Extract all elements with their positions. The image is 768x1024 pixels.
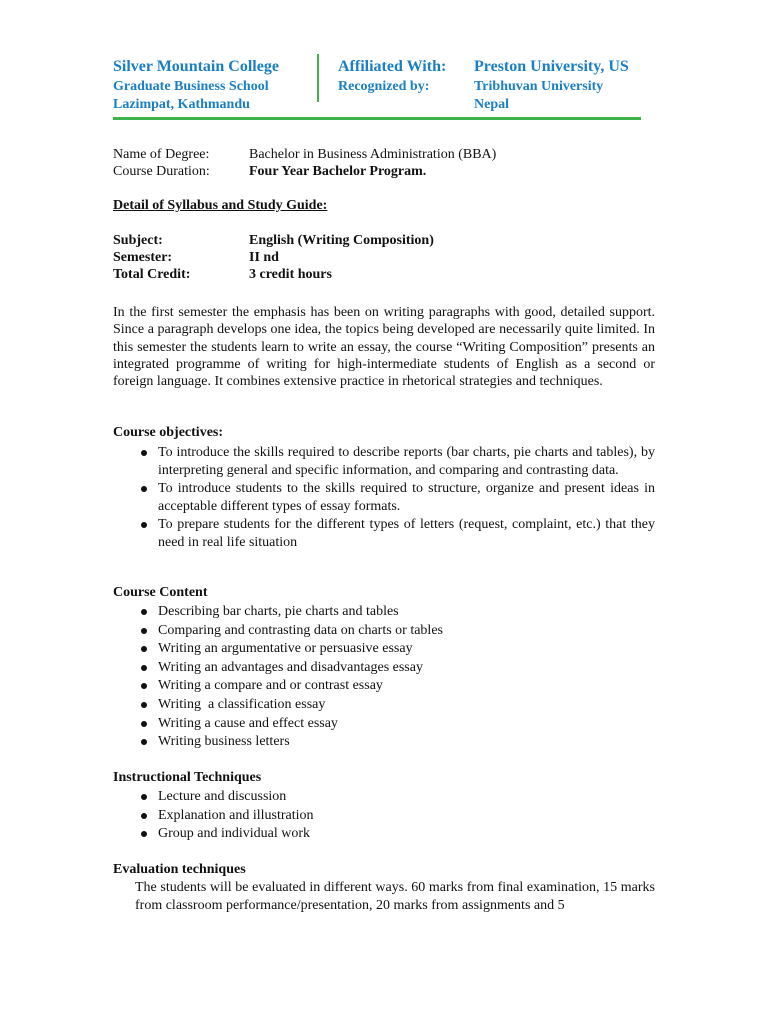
affiliation-values xyxy=(474,56,629,114)
objectives-heading: Course objectives: xyxy=(113,425,224,440)
evaluation-heading: Evaluation techniques xyxy=(113,862,246,877)
college-location: Lazimpat, Kathmandu xyxy=(113,97,250,112)
recognized-value: Tribhuvan University xyxy=(474,79,604,94)
list-item: Describing bar charts, pie charts and tables xyxy=(113,603,655,622)
bullet-icon xyxy=(141,665,147,671)
bullet-icon xyxy=(141,522,147,528)
techniques-heading: Instructional Techniques xyxy=(113,770,262,785)
bullet-icon xyxy=(141,646,147,652)
bullet-icon xyxy=(141,683,147,689)
syllabus-heading: Detail of Syllabus and Study Guide: xyxy=(113,198,328,213)
affiliated-value: Preston University, US xyxy=(474,58,629,75)
content-heading: Course Content xyxy=(113,585,208,600)
bullet-icon xyxy=(141,831,147,837)
bullet-icon xyxy=(141,702,147,708)
course-duration-value: Four Year Bachelor Program. xyxy=(249,164,427,179)
list-item: Writing an advantages and disadvantages essay xyxy=(113,659,655,678)
header-divider xyxy=(317,54,319,102)
degree-name-label: Name of Degree: xyxy=(113,147,210,162)
list-item: Writing a compare and or contrast essay xyxy=(113,677,655,696)
subject-label: Subject: xyxy=(113,233,163,248)
list-item: Writing an argumentative or persuasive essay xyxy=(113,640,655,659)
college-info xyxy=(113,56,279,114)
list-item: Explanation and illustration xyxy=(113,807,655,826)
subject-value: English (Writing Composition) xyxy=(249,233,434,248)
bullet-icon xyxy=(141,721,147,727)
semester-label: Semester: xyxy=(113,250,173,265)
recognized-label: Recognized by: xyxy=(338,79,430,94)
recognized-country: Nepal xyxy=(474,97,509,112)
college-name: Silver Mountain College xyxy=(113,58,279,75)
list-item: Group and individual work xyxy=(113,825,655,844)
techniques-list xyxy=(113,788,655,844)
affiliated-label: Affiliated With: xyxy=(338,58,447,75)
list-item: Writing business letters xyxy=(113,733,655,752)
intro-paragraph: In the first semester the emphasis has been on writing paragraphs with good, detailed support. Since a paragraph develops one idea, the topics being developed are necessarily quite limited. In this semester the students learn to write an essay, the course “Writing Composition” presents an integrated programme of writing for high-intermediate students of English as a second or foreign language. It combines extensive practice in rhetorical strategies and techniques. xyxy=(113,305,655,390)
degree-name-value: Bachelor in Business Administration (BBA) xyxy=(249,147,497,162)
bullet-icon xyxy=(141,739,147,745)
bullet-icon xyxy=(141,609,147,615)
list-item: To introduce the skills required to describe reports (bar charts, pie charts and tables), by interpreting general and specific information, and comparing and contrasting data. xyxy=(113,444,655,479)
header-rule xyxy=(113,117,641,120)
list-item: Lecture and discussion xyxy=(113,788,655,807)
list-item: To introduce students to the skills required to structure, organize and present ideas in acceptable different types of essay formats. xyxy=(113,480,655,515)
list-item: Comparing and contrasting data on charts or tables xyxy=(113,622,655,641)
school-name: Graduate Business School xyxy=(113,79,269,94)
bullet-icon xyxy=(141,813,147,819)
affiliation-labels xyxy=(338,56,446,96)
content-list xyxy=(113,603,655,752)
bullet-icon xyxy=(141,486,147,492)
list-item: To prepare students for the different types of letters (request, complaint, etc.) that they need in real life situation xyxy=(113,516,655,551)
credit-label: Total Credit: xyxy=(113,267,191,282)
bullet-icon xyxy=(141,628,147,634)
list-item: Writing a cause and effect essay xyxy=(113,715,655,734)
list-item: Writing a classification essay xyxy=(113,696,655,715)
credit-value: 3 credit hours xyxy=(249,267,332,282)
semester-value: II nd xyxy=(249,250,279,265)
evaluation-text: The students will be evaluated in different ways. 60 marks from final examination, 15 marks from classroom performance/presentation, 20 marks from assignments and 5 xyxy=(135,880,655,913)
bullet-icon xyxy=(141,794,147,800)
course-duration-label: Course Duration: xyxy=(113,164,210,179)
bullet-icon xyxy=(141,450,147,456)
objectives-list xyxy=(113,444,655,552)
